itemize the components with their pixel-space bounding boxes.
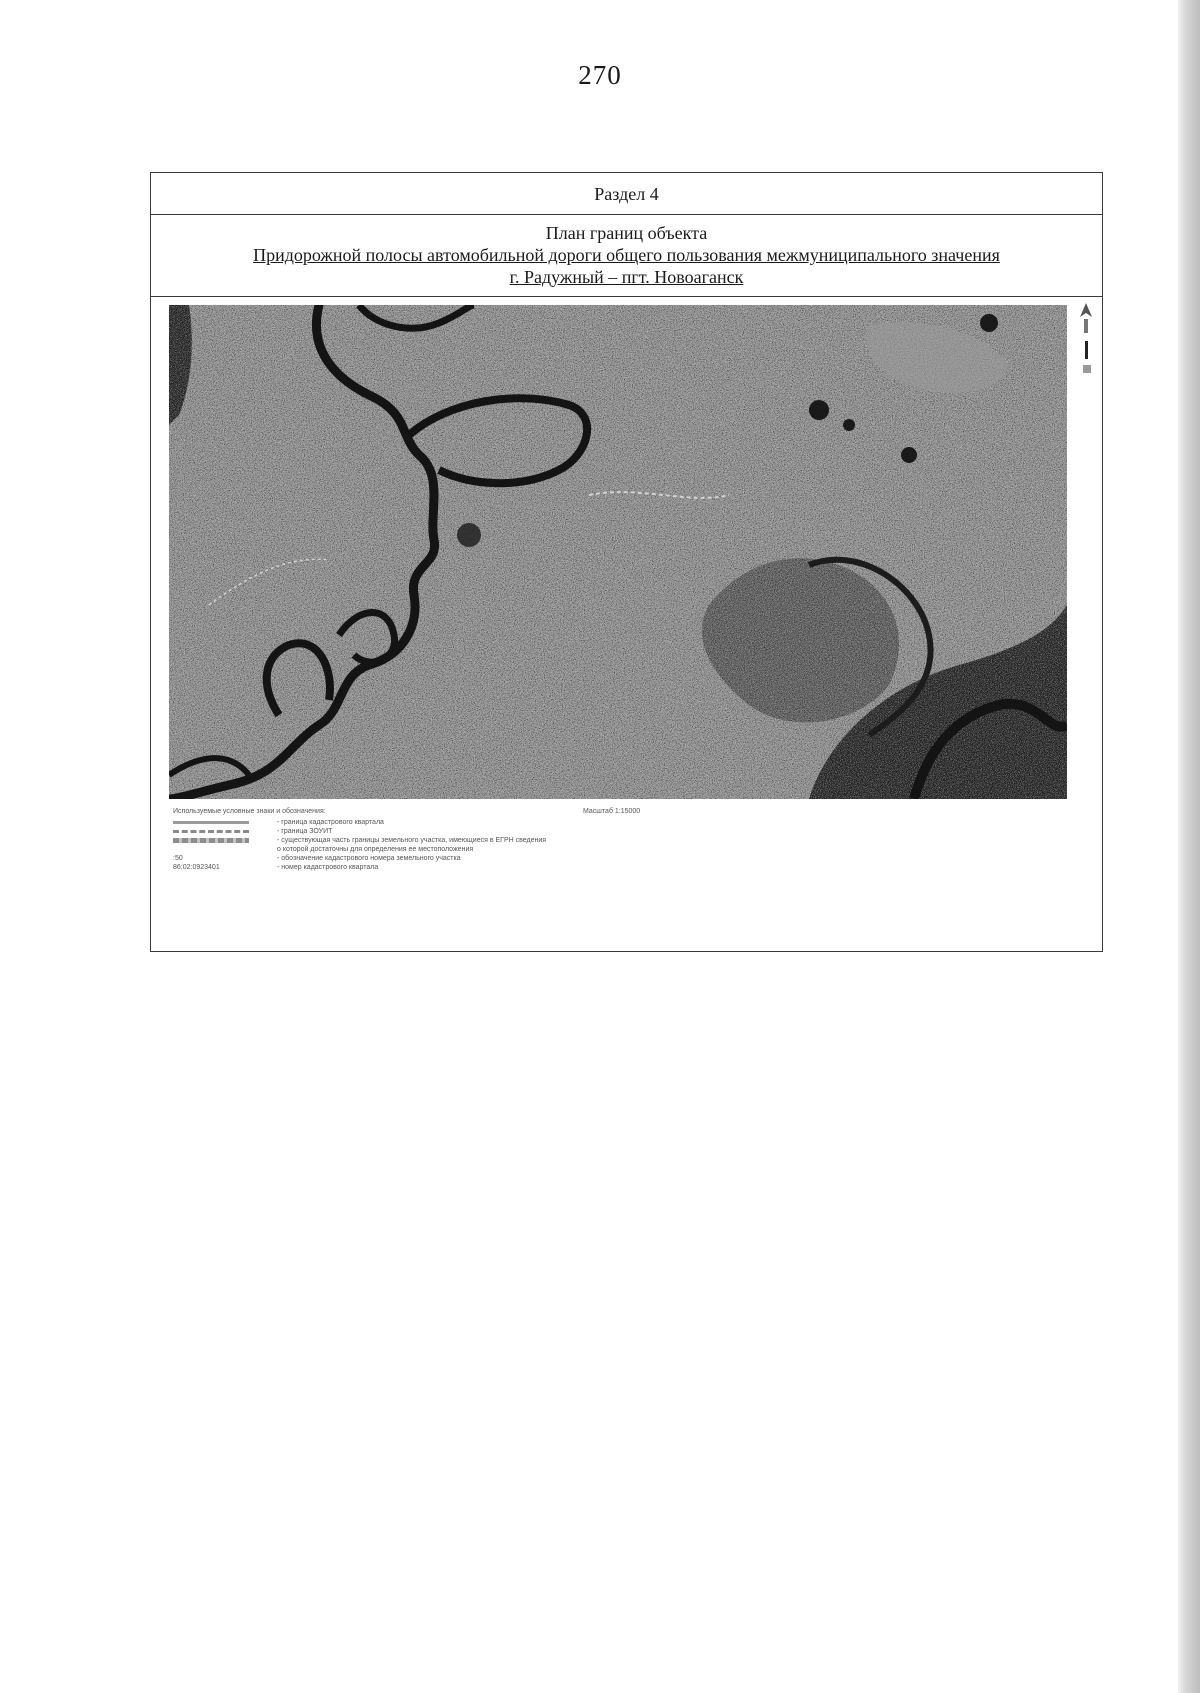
map-legend (169, 801, 1069, 911)
legend-code: :50 (173, 855, 183, 862)
map-scale: Масштаб 1:15000 (583, 808, 641, 815)
object-name-line-1: Придорожной полосы автомобильной дороги общего пользования межмуниципального значения (253, 245, 1000, 265)
dark-spot (843, 419, 855, 431)
page-edge-shadow (1178, 0, 1200, 1693)
legend-item (173, 818, 873, 827)
plan-title: План границ объекта (545, 223, 708, 243)
dark-spot (901, 447, 917, 463)
satellite-plan-image (169, 305, 1067, 799)
legend-item (173, 863, 873, 872)
legend-text: - обозначение кадастрового номера земельного участка (277, 855, 461, 862)
legend-title: Используемые условные знаки и обозначения: (173, 808, 326, 815)
legend-symbol-solid-line (173, 818, 269, 827)
page-number: 270 (578, 60, 622, 90)
object-name-line-2: г. Радужный – пгт. Новоаганск (509, 267, 744, 287)
title-block (151, 215, 1102, 297)
satellite-map-svg (169, 305, 1067, 799)
legend-item (173, 836, 873, 845)
legend-text: - номер кадастрового квартала (277, 864, 379, 871)
legend-code: 86:02:0923401 (173, 864, 220, 871)
dark-spot (980, 314, 998, 332)
section-heading: Раздел 4 (151, 173, 1102, 215)
legend-item (173, 845, 873, 854)
plan-frame (150, 172, 1103, 952)
legend-text: - граница кадастрового квартала (277, 819, 384, 826)
legend-symbol-hatched-band (173, 836, 269, 845)
legend-item (173, 827, 873, 836)
legend-text: - граница ЗОУИТ (277, 828, 333, 835)
dark-spot (809, 400, 829, 420)
legend-symbol-dashed-line (173, 827, 269, 836)
legend-item (173, 854, 873, 863)
dark-spot (457, 523, 481, 547)
north-arrow-icon (1073, 301, 1099, 385)
legend-text: о которой достаточны для определения ее местоположения (277, 846, 474, 853)
legend-text: - существующая часть границы земельного участка, имеющиеся в ЕГРН сведения (277, 837, 547, 844)
